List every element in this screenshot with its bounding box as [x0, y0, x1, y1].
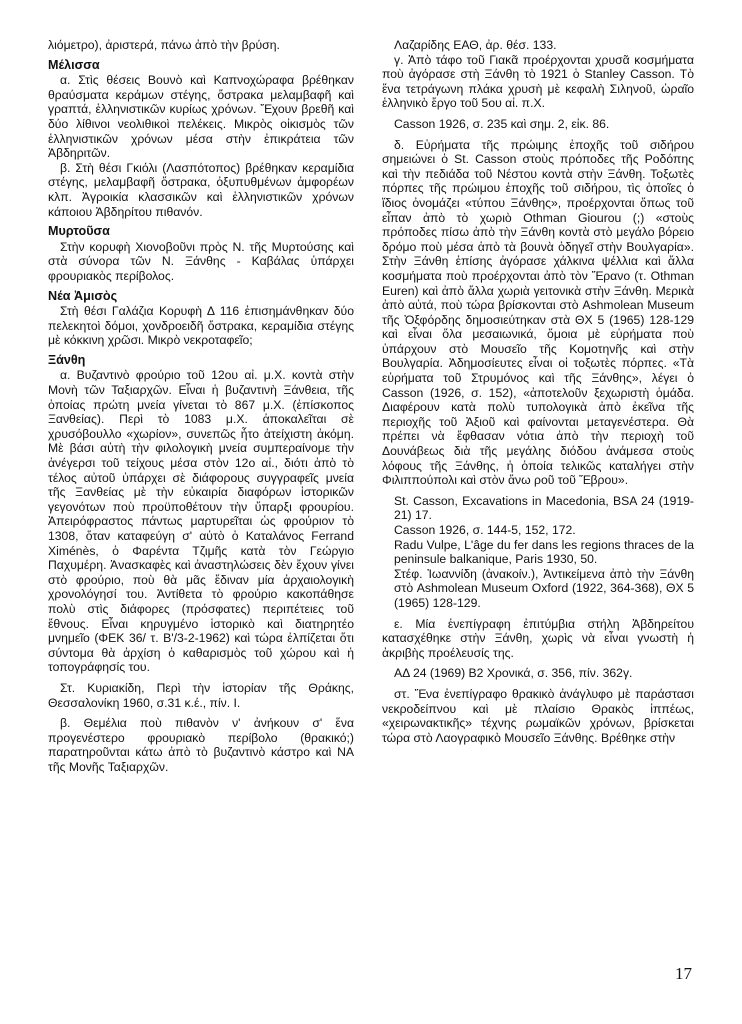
section-heading: Μέλισσα: [48, 57, 100, 72]
section-heading: Μυρτοῦσα: [48, 224, 110, 239]
paragraph: α. Βυζαντινὸ φρούριο τοῦ 12ου αἰ. μ.Χ. κοντὰ στὴν Μονὴ τῶν Ταξιαρχῶν. Εἶναι ἡ βυζαντινὴ Ξάνθεια, τῆς ὁποίας πρώτη μνεία γίνεται τὸ 867 μ.Χ. (ἐπίσκοπος Ξανθείας). Περὶ τὸ 1083 μ.Χ. ἀποκαλεῖται σὲ χρυσόβουλλο «χωρίον», συνεπῶς ἦτο ἀτείχιστη ἀκόμη. Μὲ βάσι αὐτὴ τὴν φιλολογικὴ μνεία συμπεραίνομε τὴν ἀνέγερσι τοῦ τείχους μέσα στὸν 12ο αἰ., διότι ἀπὸ τὸ τέλος αὐτοῦ ὑπάρχει σὲ διάφορους συγγραφεῖς μνεία τῆς Ξανθείας μὲ τὴν εὐκαιρία διαφόρων ἱστορικῶν γεγονότων ποὺ προϋποθέτουν τὴν ὕπαρξι φρουρίου. Ἀπειρόφραστος πάντως μαρτυρεῖται ὡς φρούριον τὸ 1308, ὅταν καταφεύγη σ' αὐτὸ ὁ Καταλάνος Ferrand Ximénès, ὁ Φαρέντα Τζιμῆς κατὰ τὸν Γεώργιο Παχυμέρη. Ἀνασκαφὲς καὶ ἀναστηλώσεις δὲν ἔχουν γίνει στὸ φρούριο, ποὺ θὰ μᾶς ἔδιναν μία ἀρχαιολογικὴ χρονολόγησί του. Ἀντίθετα τὸ φρούριο κακοπάθησε πολὺ στὶς διάφορες (πρόσφατες) περιπέτειες τοῦ ἔθνους. Εἶναι κηρυγμένο ἱστορικὸ καὶ διατηρητέο μνημεῖο (ΦΕΚ 36/ τ. Β'/3-2-1962) καὶ τώρα ἐλπίζεται ὅτι σύντομα θὰ ἀρχίση ὁ καθαρισμὸς τοῦ χώρου καὶ ἡ τοπογράφησίς του.: [48, 368, 354, 675]
paragraph: Στὴ θέσι Γαλάζια Κορυφὴ Δ 116 ἐπισημάνθηκαν δύο πελεκητοὶ δόμοι, χονδροειδῆ ὄστρακα, κεραμίδια στέγης μὲ κόκκινη χρῶσι. Μικρὸ νεκροταφεῖο;: [48, 304, 354, 348]
section-heading: Νέα Ἀμισὸς: [48, 288, 118, 303]
paragraph: ε. Μία ἐνεπίγραφη ἐπιτύμβια στήλη Ἀβδηρείτου κατασχέθηκε στὴν Ξάνθη, χωρὶς νὰ εἶναι γνωστὴ ἡ ἀκριβὴς προέλευσίς της.: [382, 616, 694, 660]
paragraph: λιόμετρο), ἀριστερά, πάνω ἀπὸ τὴν βρύση.: [48, 38, 280, 52]
paragraph: Casson 1926, σ. 235 καὶ σημ. 2, εἰκ. 86.: [394, 116, 610, 131]
reference: St. Casson, Excavations in Macedonia, BSA 24 (1919-21) 17.: [394, 493, 694, 523]
paragraph: α. Στὶς θέσεις Βουνὸ καὶ Καπνοχώραφα βρέθηκαν θραύσματα κεράμων στέγης, ὄστρακα μελαμβαφῆ καὶ γραπτά, ἑλληνιστικῶν κυρίως χρόνων. Ἔχουν βρεθῆ καὶ δύο λίθινοι νεολιθικοὶ πελέκεις. Μικρὸς οἰκισμὸς τῶν ἑλληνιστικῶν χρόνων μέσα στὴν ἐπικράτεια τῶν Ἀβδηριτῶν.: [48, 73, 354, 161]
paragraph: στ. Ἕνα ἐνεπίγραφο θρακικὸ ἀνάγλυφο μὲ παράστασι νεκροδείπνου καὶ μὲ πλαίσιο Θρακὸς ἱππέως, «χειρωνακτικῆς» τέχνης ρωμαϊκῶν χρόνων, βρίσκεται τώρα στὸ Λαογραφικὸ Μουσεῖο Ξάνθης. Βρέθηκε στὴν: [382, 686, 694, 745]
right-column: [382, 38, 694, 745]
section-heading: Ξάνθη: [48, 352, 86, 367]
reference: Στέφ. Ἰωαννίδη (ἀνακοίν.), Ἀντικείμενα ἀπὸ τὴν Ξάνθη στὸ Ashmolean Museum Oxford (1922, 364-368), ΘΧ 5 (1965) 128-129.: [394, 566, 694, 610]
left-column: [48, 38, 354, 775]
paragraph: γ. Ἀπὸ τάφο τοῦ Γιακᾶ προέρχονται χρυσᾶ κοσμήματα ποὺ ἀγόρασε στὴ Ξάνθη τὸ 1921 ὁ Stanley Casson. Τὸ ἕνα τετράγωνη πλάκα χρυσὴ μὲ κεφαλὴ Σιληνοῦ, ὡραῖο ἑλληνικὸ ἔργο τοῦ 5ου αἰ. π.Χ.: [382, 52, 694, 111]
paragraph: β. Στὴ θέσι Γκιόλι (Λασπότοπος) βρέθηκαν κεραμίδια στέγης, μελαμβαφῆ ὄστρακα, ὀξυπυθμένων ἀμφορέων κλπ. Ἀγροικία κλασσικῶν καὶ ἑλληνιστικῶν χρόνων κάποιου Ἀβδηρίτου πιθανόν.: [48, 160, 354, 219]
paragraph: Στ. Κυριακίδη, Περὶ τὴν ἱστορίαν τῆς Θράκης, Θεσσαλονίκη 1960, σ.31 κ.έ., πίν. Ι.: [48, 680, 354, 710]
paragraph: Στὴν κορυφὴ Χιονοβοῦνι πρὸς Ν. τῆς Μυρτούσης καὶ στὰ σύνορα τῶν Ν. Ξάνθης - Καβάλας ὑπάρχει φρουριακὸς περίβολος.: [48, 239, 354, 283]
paragraph: β. Θεμέλια ποὺ πιθανὸν ν' ἀνήκουν σ' ἕνα προγενέστερο φρουριακὸ περίβολο (θρακικό;) παρατηροῦνται κάτω ἀπὸ τὸ βυζαντινὸ κάστρο καὶ ΝΑ τῆς Μονῆς Ταξιαρχῶν.: [48, 716, 354, 774]
paragraph: Λαζαρίδης ΕΑΘ, ἀρ. θέσ. 133.: [394, 38, 557, 52]
reference: Radu Vulpe, L'âge du fer dans les regions thraces de la peninsule balkanique, Paris 1930, 50.: [394, 537, 694, 567]
paragraph: ΑΔ 24 (1969) Β2 Χρονικά, σ. 356, πίν. 362γ.: [394, 666, 633, 681]
reference: Casson 1926, σ. 144-5, 152, 172.: [394, 523, 576, 537]
paragraph: δ. Εὑρήματα τῆς πρώιμης ἐποχῆς τοῦ σιδήρου σημειώνει ὁ St. Casson στοὺς πρόποδες τῆς Ροδόπης καὶ τὴν πεδιάδα τοῦ Νέστου κοντὰ στὴν Ξάνθη. Τοξωτὲς πόρπες τῆς πρώιμου ἐποχῆς τοῦ σιδήρου, τὶς ὁποῖες ὁ ἴδιος ὀνομάζει «τύπου Ξάνθης», προέρχονται ὅπως τοῦ εἶπαν ἀπὸ τὸ χωριὸ Othman Giourou (;) «στοὺς πρόποδες πίσω ἀπὸ τὴν Ξάνθη κοντὰ στὸ μεγάλο βόρειο δρόμο ποὺ μέσα ἀπὸ τὰ βουνὰ ὁδηγεῖ στὴν Βουλγαρία». Στὴν Ξάνθη ἐπίσης ἀγόρασε χάλκινα ψέλλια καὶ ἄλλα κοσμήματα ποὺ προέρχονται ἀπὸ τὸν Ἔρανο (τ. Othman Euren) καὶ ἀπὸ ἄλλα χωριὰ γειτονικὰ στὴν Ξάνθη. Μερικὰ ἀπὸ αὐτά, ποὺ τώρα βρίσκονται στὸ Ashmolean Museum τῆς Ὀξφόρδης δημοσιεύτηκαν στὰ ΘΧ 5 (1965) 128-129 καὶ εἶναι ὅλα μεσαιωνικά, ὅμοια μὲ εὑρήματα ποὺ ὑπάρχουν στὸ Μουσεῖο τῆς Κομοτηνῆς καὶ στὴν Βουλγαρία. Ἀδημοσίευτες εἶναι οἱ τοξωτὲς πόρπες. «Τὰ εὑρήματα τοῦ Στρυμόνος καὶ τῆς Ξάνθης», λέγει ὁ Casson (1926, σ. 152), «ἀποτελοῦν ξεχωριστὴ ὁμάδα. Διαφέρουν κατὰ πολὺ τυπολογικὰ ἀπὸ ἐκεῖνα τῆς περιοχῆς τοῦ Ἀξιοῦ καὶ φαίνονται μεταγενέστερα. Θὰ πρέπει νὰ ἔφθασαν νότια ἀπὸ τὴν περιοχὴ τοῦ Δουνάβεως διὰ τῆς μεγάλης διόδου ἀνάμεσα στοὺς λόφους τῆς Ξάνθης, ἡ ὁποία τελικῶς καταλήγει στὴν Φιλιππούπολι καὶ στὸν ἄνω ροῦ τοῦ Ἕβρου».: [382, 137, 694, 488]
page-number: 17: [675, 964, 692, 983]
